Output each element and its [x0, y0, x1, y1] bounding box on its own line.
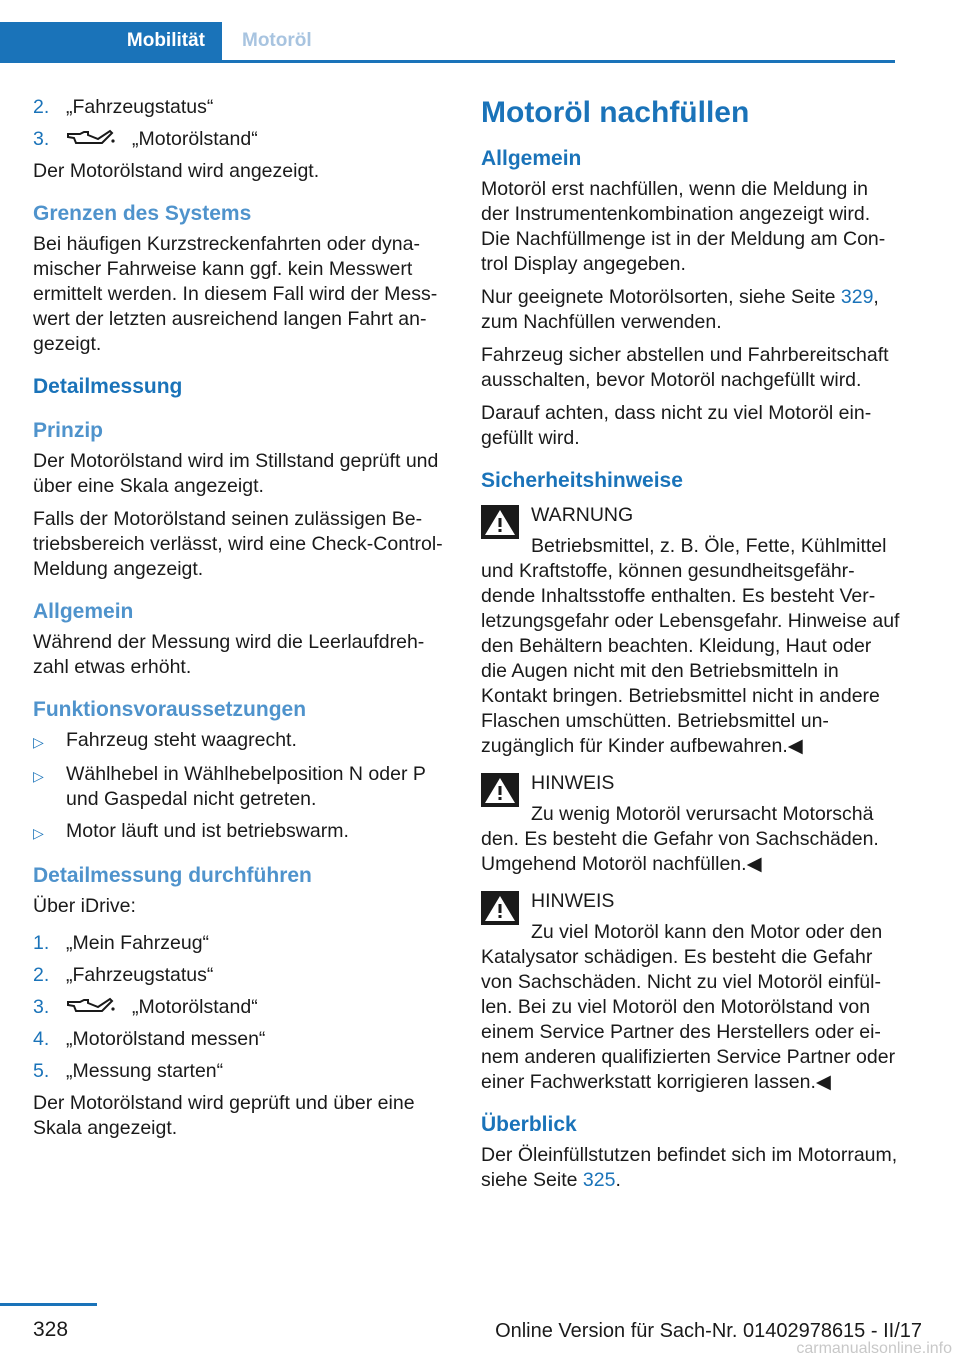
notice-text: [481, 920, 901, 1095]
paragraph: Während der Messung wird die Leerlaufdrehzahl etwas erhöht.: [33, 631, 425, 678]
page-link-329[interactable]: 329: [840, 286, 874, 308]
list-number: 4.: [33, 1028, 50, 1050]
notice-block: [481, 889, 901, 1095]
list-item: [33, 127, 448, 152]
warning-triangle-icon: [481, 505, 519, 539]
notice-block: [481, 771, 901, 877]
heading-funktionsvoraussetzungen: Funktionsvoraussetzungen: [33, 698, 307, 721]
warning-rest: und Kraftstoffe, können gesundheitsgefährdende Inhaltsstoffe enthalten. Es besteht Verletzungsgefahr oder Lebensgefahr. Hinweise auf den Behältern beachten. Kleidung, Haut oder die Augen nicht mit den Betriebsmitteln in Kontakt bringen. Betriebsmittel nicht in andere Flaschen umschütten. Betriebsmittel unzugänglich für Kinder aufbewahren.◀: [481, 560, 900, 757]
list-text: „Motorölstand messen“: [66, 1028, 266, 1050]
paragraph: Darauf achten, dass nicht zu viel Motoröl eingefüllt wird.: [481, 402, 872, 449]
warning-label: WARNUNG: [531, 504, 634, 526]
list-number: 3.: [33, 128, 50, 150]
list-text: Wählhebel in Wählhebelposition N oder P und Gaspedal nicht getreten.: [66, 763, 426, 810]
list-number: 2.: [33, 96, 50, 118]
paragraph: Bei häufigen Kurzstreckenfahrten oder dynamischer Fahrweise kann ggf. kein Messwert ermittelt werden. In diesem Fall wird der Messwert der letzten ausreichend langen Fahrt angezeigt.: [33, 233, 438, 355]
heading-allgemein: Allgemein: [481, 147, 582, 170]
list-number: 5.: [33, 1060, 50, 1082]
heading-prinzip: Prinzip: [33, 419, 104, 442]
warning-triangle-icon: [481, 891, 519, 925]
heading-detailmessung-durchfuehren: Detailmessung durchführen: [33, 864, 312, 887]
list-item: [33, 1059, 448, 1084]
triangle-bullet-icon: ▷: [33, 734, 44, 750]
heading-sicherheitshinweise: Sicherheitshinweise: [481, 469, 683, 492]
right-column: [481, 95, 901, 1201]
list-text: „Fahrzeugstatus“: [66, 964, 214, 986]
list-text: „Motorölstand“: [132, 996, 258, 1018]
notice-label: HINWEIS: [531, 772, 615, 794]
paragraph: Der Motorölstand wird geprüft und über eine Skala angezeigt.: [33, 1092, 415, 1139]
list-item: [33, 995, 448, 1020]
tab-mobilitaet[interactable]: Mobilität: [0, 22, 222, 60]
warning-block: [481, 503, 901, 759]
page-number: 328: [33, 1318, 69, 1341]
notice-first-line: Zu viel Motoröl kann den Motor oder den: [531, 921, 883, 943]
list-item: [33, 728, 448, 755]
warning-triangle-icon: [481, 773, 519, 807]
list-number: 3.: [33, 996, 50, 1018]
paragraph: Fahrzeug sicher abstellen und Fahrbereitschaft ausschalten, bevor Motoröl nachgefüllt wird.: [481, 344, 889, 391]
heading-motoroel-nachfuellen: Motoröl nachfüllen: [481, 96, 750, 129]
oil-can-icon: [66, 995, 116, 1017]
paragraph: Falls der Motorölstand seinen zulässigen Betriebsbereich verlässt, wird eine Check-Control-Meldung angezeigt.: [33, 508, 443, 580]
notice-label: HINWEIS: [531, 890, 615, 912]
list-text: Fahrzeug steht waagrecht.: [66, 729, 297, 751]
notice-first-line: Zu wenig Motoröl verursacht Motorschä: [531, 803, 874, 825]
list-number: 1.: [33, 932, 50, 954]
chapter-header: [0, 22, 895, 62]
warning-text: [481, 534, 901, 759]
paragraph: Der Motorölstand wird angezeigt.: [33, 160, 320, 182]
heading-detailmessung: Detailmessung: [33, 375, 183, 398]
paragraph: [481, 1143, 901, 1193]
list-text: „Messung starten“: [66, 1060, 224, 1082]
heading-allgemein: Allgemein: [33, 600, 134, 623]
list-item: [33, 762, 448, 812]
header-rule: [0, 60, 895, 63]
triangle-bullet-icon: ▷: [33, 768, 44, 784]
list-item: [33, 819, 448, 846]
page-link-325[interactable]: 325: [582, 1169, 616, 1191]
list-text: Motor läuft und ist betriebswarm.: [66, 820, 349, 842]
heading-grenzen: Grenzen des Systems: [33, 202, 252, 225]
paragraph: [481, 285, 901, 335]
notice-rest: den. Es besteht die Gefahr von Sachschäden. Umgehend Motoröl nachfüllen.◀: [481, 828, 879, 875]
list-item: [33, 963, 448, 988]
notice-text: [481, 802, 901, 877]
text-segment: Der Öleinfüllstutzen befindet sich im Motorraum, siehe Seite: [481, 1144, 898, 1191]
list-item: [33, 931, 448, 956]
list-text: „Fahrzeugstatus“: [66, 96, 214, 118]
footer-rule: [0, 1303, 97, 1306]
oil-can-icon: [66, 127, 116, 149]
list-item: [33, 1027, 448, 1052]
list-text: „Motorölstand“: [132, 128, 258, 150]
paragraph: Motoröl erst nachfüllen, wenn die Meldung in der Instrumentenkombination angezeigt wird. Die Nachfüllmenge ist in der Meldung am Control Display angegeben.: [481, 178, 886, 275]
notice-rest: Katalysator schädigen. Es besteht die Gefahr von Sachschäden. Nicht zu viel Motoröl einfüllen. Bei zu viel Motoröl den Motorölstand von einem Service Partner des Herstellers oder einem anderen qualifizierten Service Partner oder einer Fachwerkstatt korrigieren lassen.◀: [481, 946, 896, 1093]
left-column: [33, 95, 448, 1149]
watermark-text: carmanualsonline.info: [796, 1340, 952, 1357]
text-segment: Nur geeignete Motorölsorten, siehe Seite: [481, 286, 841, 308]
warning-first-line: Betriebsmittel, z. B. Öle, Fette, Kühlmittel: [531, 535, 887, 557]
text-segment: , zum Nachfüllen verwenden.: [481, 286, 879, 333]
paragraph: Über iDrive:: [33, 895, 136, 917]
list-number: 2.: [33, 964, 50, 986]
heading-ueberblick: Überblick: [481, 1113, 577, 1136]
text-segment: .: [615, 1169, 621, 1191]
paragraph: Der Motorölstand wird im Stillstand geprüft und über eine Skala angezeigt.: [33, 450, 439, 497]
list-text: „Mein Fahrzeug“: [66, 932, 210, 954]
triangle-bullet-icon: ▷: [33, 825, 44, 841]
tab-motoroel[interactable]: Motoröl: [242, 30, 312, 51]
online-version-note: Online Version für Sach-Nr. 01402978615 - II/17: [495, 1320, 922, 1342]
list-item: [33, 95, 448, 120]
